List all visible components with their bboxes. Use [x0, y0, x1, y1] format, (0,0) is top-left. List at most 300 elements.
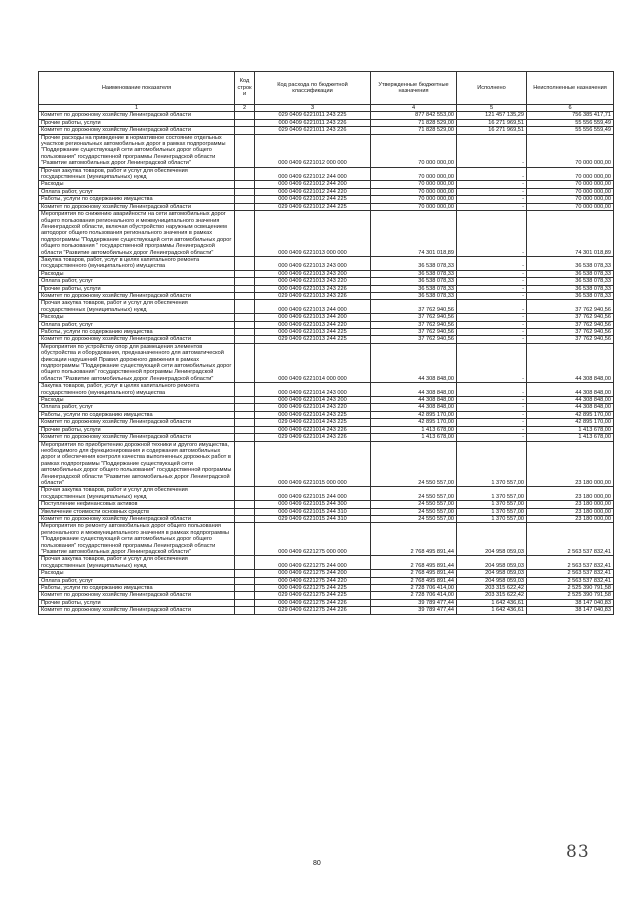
cell-code: 000 0409 6221013 244 000: [255, 300, 371, 314]
cell-remaining: 70 000 000,00: [527, 196, 614, 203]
table-row: [39, 285, 614, 292]
cell-executed: 1 370 557,00: [457, 441, 527, 487]
cell-code: 000 0409 6221011 243 226: [255, 119, 371, 126]
cell-line: [235, 404, 255, 411]
cell-code: 000 0409 6221012 244 200: [255, 181, 371, 188]
table-row: [39, 441, 614, 487]
cell-remaining: 44 308 848,00: [527, 383, 614, 397]
cell-line: [235, 196, 255, 203]
table-row: [39, 329, 614, 336]
cell-code: 000 0409 6221012 000 000: [255, 134, 371, 167]
cell-line: [235, 292, 255, 299]
cell-remaining: 1 413 678,00: [527, 434, 614, 441]
cell-approved: 70 000 000,00: [371, 181, 457, 188]
cell-remaining: 70 000 000,00: [527, 203, 614, 210]
cell-approved: 39 789 477,44: [371, 599, 457, 606]
page-number: 80: [313, 860, 321, 867]
cell-remaining: 36 538 078,33: [527, 270, 614, 277]
cell-approved: 2 768 495 891,44: [371, 556, 457, 570]
handwritten-page-stamp: 83: [566, 842, 590, 862]
cell-line: [235, 211, 255, 257]
column-number: 4: [371, 105, 457, 112]
cell-remaining: 36 538 078,33: [527, 285, 614, 292]
cell-code: 000 0409 6221013 243 200: [255, 270, 371, 277]
cell-code: 029 0409 6221013 244 225: [255, 336, 371, 343]
cell-name: Комитет по дорожному хозяйству Ленинградской области: [39, 127, 235, 134]
cell-code: 000 0409 6221015 244 310: [255, 508, 371, 515]
cell-remaining: 38 147 040,83: [527, 599, 614, 606]
cell-remaining: 70 000 000,00: [527, 134, 614, 167]
header-name: Наименование показателя: [39, 72, 235, 105]
table-row: [39, 515, 614, 522]
cell-remaining: 74 301 018,89: [527, 211, 614, 257]
cell-line: [235, 134, 255, 167]
cell-line: [235, 167, 255, 181]
cell-executed: -: [457, 329, 527, 336]
cell-remaining: 37 762 940,56: [527, 329, 614, 336]
cell-line: [235, 599, 255, 606]
cell-code: 000 0409 6221013 244 225: [255, 329, 371, 336]
table-row: [39, 404, 614, 411]
cell-approved: 37 762 940,56: [371, 321, 457, 328]
cell-executed: -: [457, 336, 527, 343]
table-row: [39, 119, 614, 126]
table-row: [39, 508, 614, 515]
table-row: [39, 577, 614, 584]
cell-name: Прочая закупка товаров, работ и услуг для обеспечения государственных (муниципальных) нужд: [39, 556, 235, 570]
cell-line: [235, 127, 255, 134]
cell-executed: 1 370 557,00: [457, 501, 527, 508]
cell-approved: 2 768 495 891,44: [371, 570, 457, 577]
cell-code: 000 0409 6221014 243 225: [255, 411, 371, 418]
cell-approved: 37 762 940,56: [371, 329, 457, 336]
table-row: [39, 426, 614, 433]
cell-line: [235, 426, 255, 433]
cell-executed: -: [457, 134, 527, 167]
cell-line: [235, 585, 255, 592]
cell-executed: -: [457, 278, 527, 285]
table-row: [39, 599, 614, 606]
cell-approved: 70 000 000,00: [371, 134, 457, 167]
cell-code: 000 0409 6221014 243 226: [255, 426, 371, 433]
cell-approved: 36 538 078,33: [371, 256, 457, 270]
cell-code: 000 0409 6221015 000 000: [255, 441, 371, 487]
cell-name: Прочая закупка товаров, работ и услуг для обеспечения государственных (муниципальных) нужд: [39, 300, 235, 314]
cell-executed: -: [457, 321, 527, 328]
cell-name: Оплата работ, услуг: [39, 188, 235, 195]
budget-table: [38, 71, 614, 615]
table-row: [39, 411, 614, 418]
cell-name: Комитет по дорожному хозяйству Ленинградской области: [39, 434, 235, 441]
cell-name: Комитет по дорожному хозяйству Ленинградской области: [39, 112, 235, 119]
cell-approved: 24 550 557,00: [371, 508, 457, 515]
cell-name: Комитет по дорожному хозяйству Ленинградской области: [39, 607, 235, 614]
cell-code: 029 0409 6221013 243 226: [255, 292, 371, 299]
cell-name: Прочие работы, услуги: [39, 599, 235, 606]
cell-line: [235, 607, 255, 614]
cell-remaining: 42 895 170,00: [527, 411, 614, 418]
cell-code: 000 0409 6221015 244 000: [255, 487, 371, 501]
cell-code: 000 0409 6221014 000 000: [255, 343, 371, 382]
cell-line: [235, 256, 255, 270]
cell-code: 000 0409 6221013 243 000: [255, 256, 371, 270]
table-row: [39, 383, 614, 397]
header-remaining: Неисполненные назначения: [527, 72, 614, 105]
cell-executed: -: [457, 434, 527, 441]
cell-line: [235, 515, 255, 522]
table-row: [39, 501, 614, 508]
cell-remaining: 36 538 078,33: [527, 278, 614, 285]
cell-code: 000 0409 6221014 243 200: [255, 397, 371, 404]
table-row: [39, 585, 614, 592]
cell-name: Прочие работы, услуги: [39, 285, 235, 292]
cell-code: 000 0409 6221014 243 000: [255, 383, 371, 397]
cell-line: [235, 285, 255, 292]
cell-line: [235, 508, 255, 515]
cell-name: Поступление нефинансовых активов: [39, 501, 235, 508]
cell-line: [235, 336, 255, 343]
table-row: [39, 556, 614, 570]
cell-code: 000 0409 6221013 000 000: [255, 211, 371, 257]
table-row: [39, 256, 614, 270]
cell-remaining: 37 762 940,56: [527, 336, 614, 343]
cell-name: Прочая закупка товаров, работ и услуг для обеспечения государственных (муниципальных) нужд: [39, 487, 235, 501]
cell-line: [235, 434, 255, 441]
cell-name: Комитет по дорожному хозяйству Ленинградской области: [39, 515, 235, 522]
cell-line: [235, 570, 255, 577]
cell-executed: -: [457, 292, 527, 299]
cell-name: Расходы: [39, 397, 235, 404]
cell-code: 029 0409 6221011 243 226: [255, 127, 371, 134]
cell-line: [235, 411, 255, 418]
cell-code: 000 0409 6221275 244 225: [255, 585, 371, 592]
cell-approved: 39 789 477,44: [371, 607, 457, 614]
cell-line: [235, 119, 255, 126]
table-row: [39, 434, 614, 441]
cell-remaining: 1 413 678,00: [527, 426, 614, 433]
cell-line: [235, 487, 255, 501]
cell-name: Прочие расходы на приведение в нормативное состояние отдельных участков региональных автомобильных дорог в рамках подпрограммы "Поддержание существующей сети автомобильных дорог общего пользования" государственной программы Ленинградской области "Развитие автомобильных дорог Ленинградской области": [39, 134, 235, 167]
cell-code: 000 0409 6221275 244 226: [255, 599, 371, 606]
cell-name: Оплата работ, услуг: [39, 404, 235, 411]
cell-executed: -: [457, 383, 527, 397]
cell-line: [235, 441, 255, 487]
cell-executed: -: [457, 404, 527, 411]
cell-code: 029 0409 6221014 243 225: [255, 419, 371, 426]
cell-approved: 70 000 000,00: [371, 167, 457, 181]
cell-executed: 204 958 059,03: [457, 556, 527, 570]
cell-executed: 1 370 557,00: [457, 508, 527, 515]
cell-executed: -: [457, 211, 527, 257]
table-row: [39, 523, 614, 556]
cell-approved: 2 768 495 891,44: [371, 577, 457, 584]
cell-executed: 203 315 622,42: [457, 592, 527, 599]
column-number: 1: [39, 105, 235, 112]
cell-remaining: 42 895 170,00: [527, 419, 614, 426]
table-row: [39, 134, 614, 167]
cell-line: [235, 270, 255, 277]
cell-executed: -: [457, 196, 527, 203]
cell-remaining: 55 556 559,49: [527, 119, 614, 126]
table-row: [39, 211, 614, 257]
cell-executed: -: [457, 419, 527, 426]
cell-line: [235, 112, 255, 119]
cell-code: 000 0409 6221012 244 000: [255, 167, 371, 181]
cell-name: Комитет по дорожному хозяйству Ленинградской области: [39, 292, 235, 299]
cell-name: Комитет по дорожному хозяйству Ленинградской области: [39, 336, 235, 343]
cell-executed: 16 271 969,51: [457, 119, 527, 126]
cell-executed: 204 958 059,03: [457, 523, 527, 556]
table-row: [39, 487, 614, 501]
cell-name: Прочие работы, услуги: [39, 119, 235, 126]
cell-code: 000 0409 6221012 244 220: [255, 188, 371, 195]
cell-approved: 24 550 557,00: [371, 501, 457, 508]
header-approved: Утвержденные бюджетные назначения: [371, 72, 457, 105]
cell-approved: 1 413 678,00: [371, 434, 457, 441]
cell-code: 000 0409 6221275 244 000: [255, 556, 371, 570]
cell-name: Комитет по дорожному хозяйству Ленинградской области: [39, 419, 235, 426]
cell-executed: 1 642 436,61: [457, 607, 527, 614]
cell-line: [235, 419, 255, 426]
cell-code: 000 0409 6221275 000 000: [255, 523, 371, 556]
table-body: [39, 112, 614, 614]
cell-executed: -: [457, 203, 527, 210]
cell-executed: -: [457, 181, 527, 188]
cell-approved: 71 828 529,00: [371, 119, 457, 126]
cell-approved: 44 308 848,00: [371, 404, 457, 411]
cell-approved: 37 762 940,56: [371, 336, 457, 343]
table-row: [39, 127, 614, 134]
cell-name: Оплата работ, услуг: [39, 577, 235, 584]
cell-code: 000 0409 6221013 244 200: [255, 314, 371, 321]
cell-line: [235, 501, 255, 508]
cell-code: 029 0409 6221011 243 225: [255, 112, 371, 119]
cell-name: Увеличение стоимости основных средств: [39, 508, 235, 515]
cell-approved: 36 538 078,33: [371, 285, 457, 292]
cell-approved: 44 308 848,00: [371, 397, 457, 404]
cell-executed: 121 457 135,29: [457, 112, 527, 119]
table-row: [39, 292, 614, 299]
column-number-row: [39, 105, 614, 112]
table-row: [39, 592, 614, 599]
cell-line: [235, 314, 255, 321]
cell-remaining: 44 308 848,00: [527, 404, 614, 411]
cell-line: [235, 577, 255, 584]
cell-remaining: 37 762 940,56: [527, 314, 614, 321]
cell-approved: 44 308 848,00: [371, 383, 457, 397]
cell-executed: 1 642 436,61: [457, 599, 527, 606]
cell-line: [235, 188, 255, 195]
cell-name: Прочие работы, услуги: [39, 426, 235, 433]
cell-executed: 204 958 059,03: [457, 570, 527, 577]
cell-approved: 42 895 170,00: [371, 419, 457, 426]
cell-approved: 2 728 706 414,00: [371, 585, 457, 592]
cell-remaining: 37 762 940,56: [527, 321, 614, 328]
cell-name: Расходы: [39, 314, 235, 321]
table-row: [39, 397, 614, 404]
cell-remaining: 38 147 040,83: [527, 607, 614, 614]
table-row: [39, 419, 614, 426]
cell-approved: 37 762 940,56: [371, 300, 457, 314]
cell-name: Работы, услуги по содержанию имущества: [39, 585, 235, 592]
cell-line: [235, 203, 255, 210]
cell-executed: -: [457, 188, 527, 195]
cell-remaining: 44 308 848,00: [527, 343, 614, 382]
header-row: [39, 72, 614, 105]
cell-line: [235, 592, 255, 599]
cell-approved: 70 000 000,00: [371, 203, 457, 210]
cell-approved: 2 768 495 891,44: [371, 523, 457, 556]
cell-approved: 36 538 078,33: [371, 292, 457, 299]
cell-name: Закупка товаров, работ, услуг в целях капитального ремонта государственного (муниципального) имущества: [39, 256, 235, 270]
cell-line: [235, 556, 255, 570]
cell-name: Работы, услуги по содержанию имущества: [39, 411, 235, 418]
table-row: [39, 314, 614, 321]
cell-executed: 204 958 059,03: [457, 577, 527, 584]
cell-code: 000 0409 6221014 243 220: [255, 404, 371, 411]
cell-remaining: 2 563 537 832,41: [527, 577, 614, 584]
cell-approved: 1 413 678,00: [371, 426, 457, 433]
cell-remaining: 36 538 078,33: [527, 292, 614, 299]
cell-executed: -: [457, 343, 527, 382]
cell-approved: 24 550 557,00: [371, 515, 457, 522]
table-row: [39, 181, 614, 188]
cell-code: 029 0409 6221275 244 225: [255, 592, 371, 599]
cell-remaining: 23 180 000,00: [527, 508, 614, 515]
cell-name: Закупка товаров, работ, услуг в целях капитального ремонта государственного (муниципального) имущества: [39, 383, 235, 397]
cell-executed: 203 315 622,42: [457, 585, 527, 592]
cell-remaining: 2 525 390 791,58: [527, 585, 614, 592]
header-class-code: Код расхода по бюджетной классификации: [255, 72, 371, 105]
cell-line: [235, 397, 255, 404]
cell-code: 000 0409 6221275 244 220: [255, 577, 371, 584]
cell-name: Мероприятия по приобретению дорожной техники и другого имущества, необходимого для функционирования и содержания автомобильных дорог и обеспечения контроля качества выполненных дорожных работ в рамках подпрограммы "Поддержание существующей сети автомобильных дорог общего пользования" государственной программы Ленинградской области "Развитие автомобильных дорог Ленинградской области": [39, 441, 235, 487]
budget-execution-sheet: [38, 71, 613, 615]
cell-name: Прочая закупка товаров, работ и услуг для обеспечения государственных (муниципальных) нужд: [39, 167, 235, 181]
cell-approved: 74 301 018,89: [371, 211, 457, 257]
table-row: [39, 270, 614, 277]
cell-code: 000 0409 6221013 244 220: [255, 321, 371, 328]
cell-line: [235, 278, 255, 285]
cell-remaining: 23 180 000,00: [527, 515, 614, 522]
cell-approved: 2 728 706 414,00: [371, 592, 457, 599]
column-number: 5: [457, 105, 527, 112]
cell-approved: 24 550 557,00: [371, 487, 457, 501]
cell-executed: 16 271 969,51: [457, 127, 527, 134]
cell-executed: 1 370 557,00: [457, 487, 527, 501]
cell-executed: -: [457, 270, 527, 277]
cell-approved: 70 000 000,00: [371, 196, 457, 203]
cell-code: 000 0409 6221013 243 226: [255, 285, 371, 292]
header-executed: Исполнено: [457, 72, 527, 105]
cell-code: 029 0409 6221014 243 226: [255, 434, 371, 441]
cell-executed: 1 370 557,00: [457, 515, 527, 522]
cell-remaining: 23 180 000,00: [527, 501, 614, 508]
table-row: [39, 343, 614, 382]
cell-name: Мероприятия по снижению аварийности на сети автомобильных дорог общего пользования регионального и межмуниципального значения Ленинградской области, включая обустройство наружным освещением автодорог общего пользования регионального значения в рамках подпрограммы "Поддержание существующей сети автомобильных дорог общего пользования " государственной программы Ленинградской области "Развитие автомобильных дорог Ленинградской области": [39, 211, 235, 257]
cell-line: [235, 523, 255, 556]
cell-remaining: 44 308 848,00: [527, 397, 614, 404]
cell-remaining: 55 556 559,49: [527, 127, 614, 134]
cell-approved: 36 538 078,33: [371, 278, 457, 285]
column-number: 3: [255, 105, 371, 112]
header-line-code: Код строк и: [235, 72, 255, 105]
cell-approved: 24 550 557,00: [371, 441, 457, 487]
cell-remaining: 70 000 000,00: [527, 188, 614, 195]
cell-name: Работы, услуги по содержанию имущества: [39, 196, 235, 203]
cell-name: Оплата работ, услуг: [39, 278, 235, 285]
table-row: [39, 321, 614, 328]
table-row: [39, 112, 614, 119]
cell-approved: 70 000 000,00: [371, 188, 457, 195]
cell-remaining: 2 525 390 791,58: [527, 592, 614, 599]
table-row: [39, 336, 614, 343]
cell-remaining: 2 563 537 832,41: [527, 570, 614, 577]
cell-approved: 877 842 553,00: [371, 112, 457, 119]
cell-remaining: 23 180 000,00: [527, 441, 614, 487]
cell-code: 029 0409 6221015 244 310: [255, 515, 371, 522]
cell-executed: -: [457, 314, 527, 321]
cell-name: Мероприятия по устройству опор для размещения элементов обустройства и оборудования, предназначенного для автоматической фиксации нарушений Правил дорожного движения в рамках подпрограммы "Поддержание существующей сети автомобильных дорог общего пользования" государственной программы Ленинградской области "Развитие автомобильных дорог Ленинградской области": [39, 343, 235, 382]
table-row: [39, 188, 614, 195]
table-row: [39, 196, 614, 203]
cell-remaining: 37 762 940,56: [527, 300, 614, 314]
cell-approved: 36 538 078,33: [371, 270, 457, 277]
table-row: [39, 570, 614, 577]
cell-approved: 44 308 848,00: [371, 343, 457, 382]
cell-code: 029 0409 6221012 244 225: [255, 203, 371, 210]
cell-name: Оплата работ, услуг: [39, 321, 235, 328]
cell-name: Мероприятия по ремонту автомобильных дорог общего пользования регионального и межмуниципального значения в рамках подпрограммы "Поддержание существующей сети автомобильных дорог общего пользования" государственной программы Ленинградской области "Развитие автомобильных дорог Ленинградской области": [39, 523, 235, 556]
table-row: [39, 203, 614, 210]
cell-name: Расходы: [39, 570, 235, 577]
cell-code: 029 0409 6221275 244 226: [255, 607, 371, 614]
column-number: 2: [235, 105, 255, 112]
cell-name: Комитет по дорожному хозяйству Ленинградской области: [39, 592, 235, 599]
cell-code: 000 0409 6221013 243 220: [255, 278, 371, 285]
cell-remaining: 36 538 078,33: [527, 256, 614, 270]
cell-name: Работы, услуги по содержанию имущества: [39, 329, 235, 336]
cell-remaining: 23 180 000,00: [527, 487, 614, 501]
cell-executed: -: [457, 256, 527, 270]
cell-line: [235, 181, 255, 188]
cell-name: Расходы: [39, 270, 235, 277]
cell-approved: 42 895 170,00: [371, 411, 457, 418]
cell-line: [235, 383, 255, 397]
cell-code: 000 0409 6221012 244 225: [255, 196, 371, 203]
table-row: [39, 300, 614, 314]
cell-remaining: 70 000 000,00: [527, 167, 614, 181]
cell-executed: -: [457, 397, 527, 404]
cell-remaining: 756 385 417,71: [527, 112, 614, 119]
cell-name: Комитет по дорожному хозяйству Ленинградской области: [39, 203, 235, 210]
cell-executed: -: [457, 285, 527, 292]
cell-line: [235, 321, 255, 328]
cell-executed: -: [457, 426, 527, 433]
cell-executed: -: [457, 167, 527, 181]
cell-executed: -: [457, 411, 527, 418]
table-row: [39, 167, 614, 181]
cell-name: Расходы: [39, 181, 235, 188]
cell-code: 000 0409 6221275 244 200: [255, 570, 371, 577]
cell-remaining: 2 563 537 832,41: [527, 523, 614, 556]
cell-remaining: 70 000 000,00: [527, 181, 614, 188]
cell-approved: 37 762 940,56: [371, 314, 457, 321]
cell-approved: 71 828 529,00: [371, 127, 457, 134]
cell-executed: -: [457, 300, 527, 314]
cell-line: [235, 300, 255, 314]
cell-code: 000 0409 6221015 244 300: [255, 501, 371, 508]
